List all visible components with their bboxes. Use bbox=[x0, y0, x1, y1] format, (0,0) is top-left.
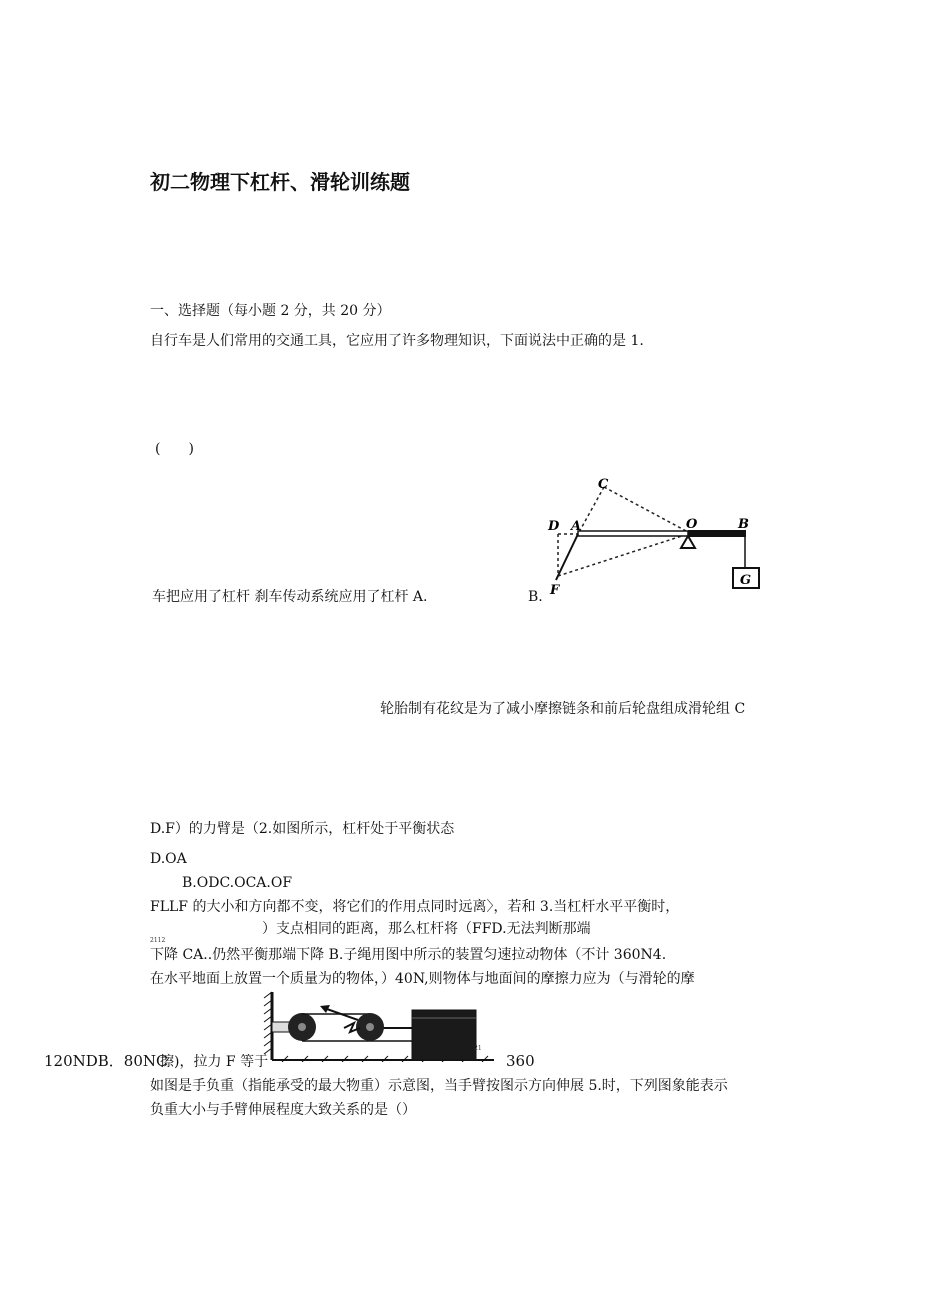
q5-line-1: 如图是手负重（指能承受的最大物重）示意图，当手臂按图示方向伸展 5.时，下列图象能表示 bbox=[150, 1078, 728, 1094]
label-D: D bbox=[548, 519, 560, 534]
label-O: O bbox=[686, 517, 698, 532]
q1-option-c-line: 轮胎制有花纹是为了减小摩擦链条和前后轮盘组成滑轮组 C bbox=[380, 701, 746, 717]
doc-title: 初二物理下杠杆、滑轮训练题 bbox=[150, 170, 410, 194]
label-C: C bbox=[598, 477, 609, 492]
q4-line-1: 在水平地面上放置一个质量为的物体，）40N,则物体与地面间的摩擦力应为（与滑轮的摩 bbox=[150, 971, 695, 987]
q1-option-a-line: 车把应用了杠杆 刹车传动系统应用了杠杆 A. bbox=[152, 589, 428, 605]
q3-line-2: ）支点相同的距离，那么杠杆将（FFD.无法判断那端 bbox=[262, 921, 591, 937]
lever-diagram bbox=[540, 472, 780, 602]
question-1-stem: 自行车是人们常用的交通工具，它应用了许多物理知识，下面说法中正确的是 1. bbox=[150, 333, 644, 349]
q5-line-2: 负重大小与手臂伸展程度大致关系的是（） bbox=[150, 1102, 416, 1118]
label-B: B bbox=[738, 517, 749, 532]
label-G: G bbox=[740, 573, 752, 588]
tiny-mark-21: 21 bbox=[474, 1045, 482, 1052]
q2-option-d: D.OA bbox=[150, 851, 187, 867]
q4-line-2: 擦)，拉力 F 等于 bbox=[160, 1054, 269, 1070]
q1-option-b: B. bbox=[528, 589, 543, 605]
q4-360: 360 bbox=[506, 1052, 535, 1070]
q3-line-1: FLLF 的大小和方向都不变，将它们的作用点同时远离〉，若和 3.当杠杆水平平衡时， bbox=[150, 899, 680, 915]
q2-line-1: D.F）的力臂是（2.如图所示，杠杆处于平衡状态 bbox=[150, 821, 455, 837]
answer-parentheses: ( ) bbox=[155, 441, 194, 457]
q2-options: B.ODC.OCA.OF bbox=[182, 875, 293, 891]
section-heading: 一、选择题（每小题 2 分，共 20 分） bbox=[150, 303, 391, 319]
tiny-mark-2112: 2112 bbox=[150, 937, 166, 944]
q4-answer-fragment: 120NDB．80NC bbox=[44, 1052, 168, 1070]
q3-line-3: 下降 CA..仍然平衡那端下降 B.子绳用图中所示的装置匀速拉动物体（不计 360N4. bbox=[150, 947, 667, 963]
label-A: A bbox=[571, 519, 582, 534]
label-F: F bbox=[550, 583, 560, 598]
